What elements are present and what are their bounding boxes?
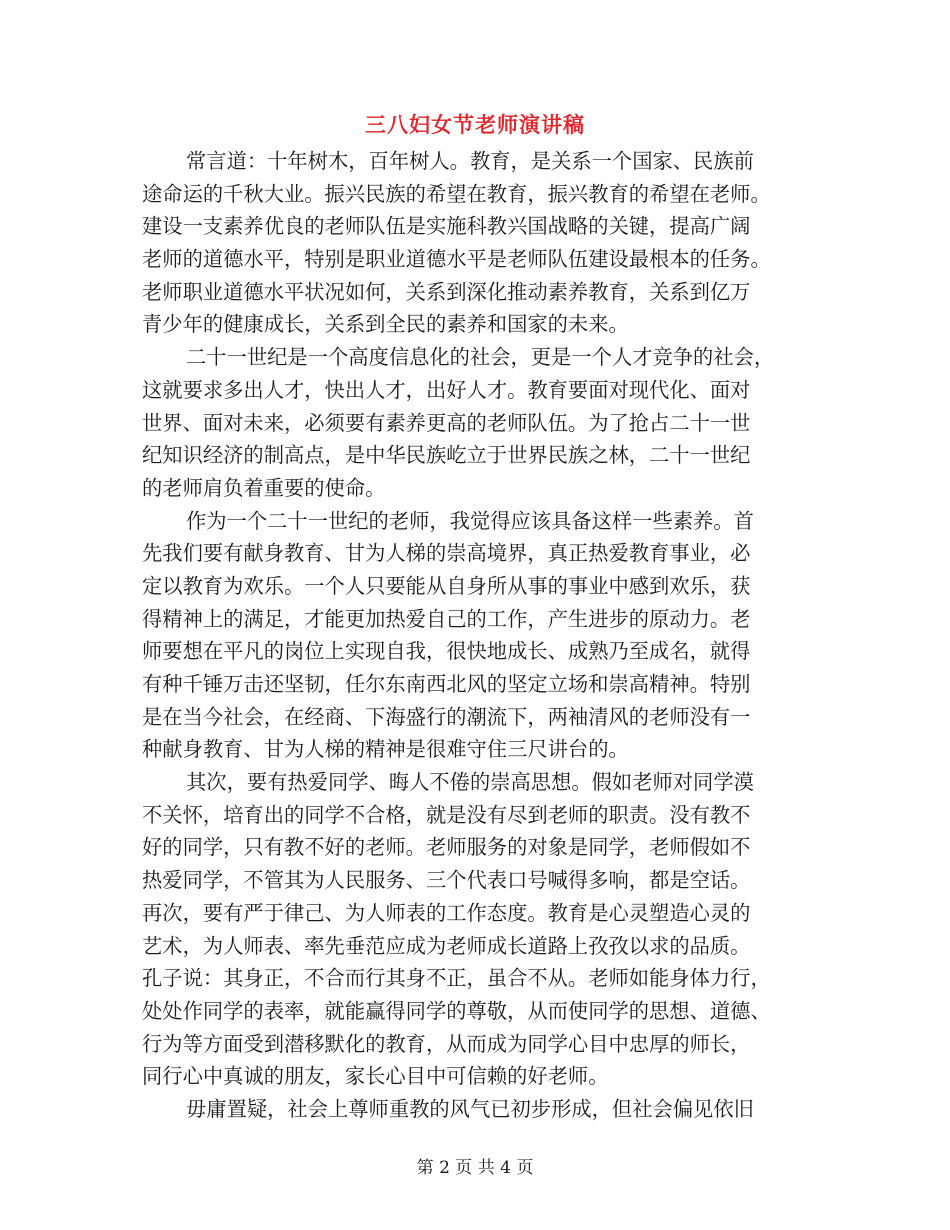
text-line: 其次，要有热爱同学、晦人不倦的崇高思想。假如老师对同学漠 bbox=[186, 770, 754, 795]
text-line: 再次，要有严于律己、为人师表的工作态度。教育是心灵塑造心灵的 bbox=[142, 900, 751, 925]
text-line: 老师的道德水平，特别是职业道德水平是老师队伍建设最根本的任务。 bbox=[142, 247, 771, 272]
text-line: 作为一个二十一世纪的老师，我觉得应该具备这样一些素养。首 bbox=[186, 508, 754, 533]
text-line: 种献身教育、甘为人梯的精神是很难守住三尺讲台的。 bbox=[142, 737, 629, 762]
text-line: 师要想在平凡的岗位上实现自我，很快地成长、成熟乃至成名，就得 bbox=[142, 639, 751, 664]
page-number-footer: 第 2 页 共 4 页 bbox=[416, 1158, 534, 1178]
text-line: 同行心中真诚的朋友，家长心目中可信赖的好老师。 bbox=[142, 1064, 609, 1089]
text-line: 定以教育为欢乐。一个人只要能从自身所从事的事业中感到欢乐，获 bbox=[142, 573, 751, 598]
text-line: 纪知识经济的制高点，是中华民族屹立于世界民族之林，二十一世纪 bbox=[142, 443, 751, 468]
document-title: 三八妇女节老师演讲稿 bbox=[365, 113, 585, 137]
text-line: 先我们要有献身教育、甘为人梯的崇高境界，真正热爱教育事业，必 bbox=[142, 541, 751, 566]
text-line: 热爱同学，不管其为人民服务、三个代表口号喊得多响，都是空话。 bbox=[142, 868, 751, 893]
text-line: 青少年的健康成长，关系到全民的素养和国家的未来。 bbox=[142, 312, 629, 337]
text-line: 毋庸置疑，社会上尊师重教的风气已初步形成，但社会偏见依旧 bbox=[186, 1096, 754, 1121]
document-body bbox=[142, 145, 807, 1126]
text-line: 行为等方面受到潜移默化的教育，从而成为同学心目中忠厚的师长， bbox=[142, 1031, 751, 1056]
text-line: 的老师肩负着重要的使命。 bbox=[142, 475, 386, 500]
text-line: 好的同学，只有教不好的老师。老师服务的对象是同学，老师假如不 bbox=[142, 835, 751, 860]
text-line: 孔子说：其身正，不合而行其身不正，虽合不从。老师如能身体力行， bbox=[142, 966, 771, 991]
text-line: 常言道：十年树木，百年树人。教育，是关系一个国家、民族前 bbox=[186, 149, 754, 173]
text-line: 世界、面对未来，必须要有素养更高的老师队伍。为了抢占二十一世 bbox=[142, 410, 751, 435]
text-line: 这就要求多出人才，快出人才，出好人才。教育要面对现代化、面对 bbox=[142, 377, 751, 402]
text-line: 途命运的千秋大业。振兴民族的希望在教育，振兴教育的希望在老师。 bbox=[142, 181, 771, 206]
text-line: 得精神上的满足，才能更加热爱自己的工作，产生进步的原动力。老 bbox=[142, 606, 751, 631]
text-line: 艺术，为人师表、率先垂范应成为老师成长道路上孜孜以求的品质。 bbox=[142, 933, 751, 958]
text-line: 二十一世纪是一个高度信息化的社会，更是一个人才竞争的社会， bbox=[186, 345, 775, 370]
text-line: 老师职业道德水平状况如何，关系到深化推动素养教育，关系到亿万 bbox=[142, 279, 751, 304]
text-line: 有种千锤万击还坚韧，任尔东南西北风的坚定立场和崇高精神。特别 bbox=[142, 672, 751, 696]
text-line: 建设一支素养优良的老师队伍是实施科教兴国战略的关键，提高广阔 bbox=[142, 214, 751, 239]
text-line: 不关怀，培育出的同学不合格，就是没有尽到老师的职责。没有教不 bbox=[142, 802, 751, 827]
text-line: 是在当今社会，在经商、下海盛行的潮流下，两袖清风的老师没有一 bbox=[142, 704, 751, 729]
text-line: 处处作同学的表率，就能赢得同学的尊敬，从而使同学的思想、道德、 bbox=[142, 998, 771, 1023]
